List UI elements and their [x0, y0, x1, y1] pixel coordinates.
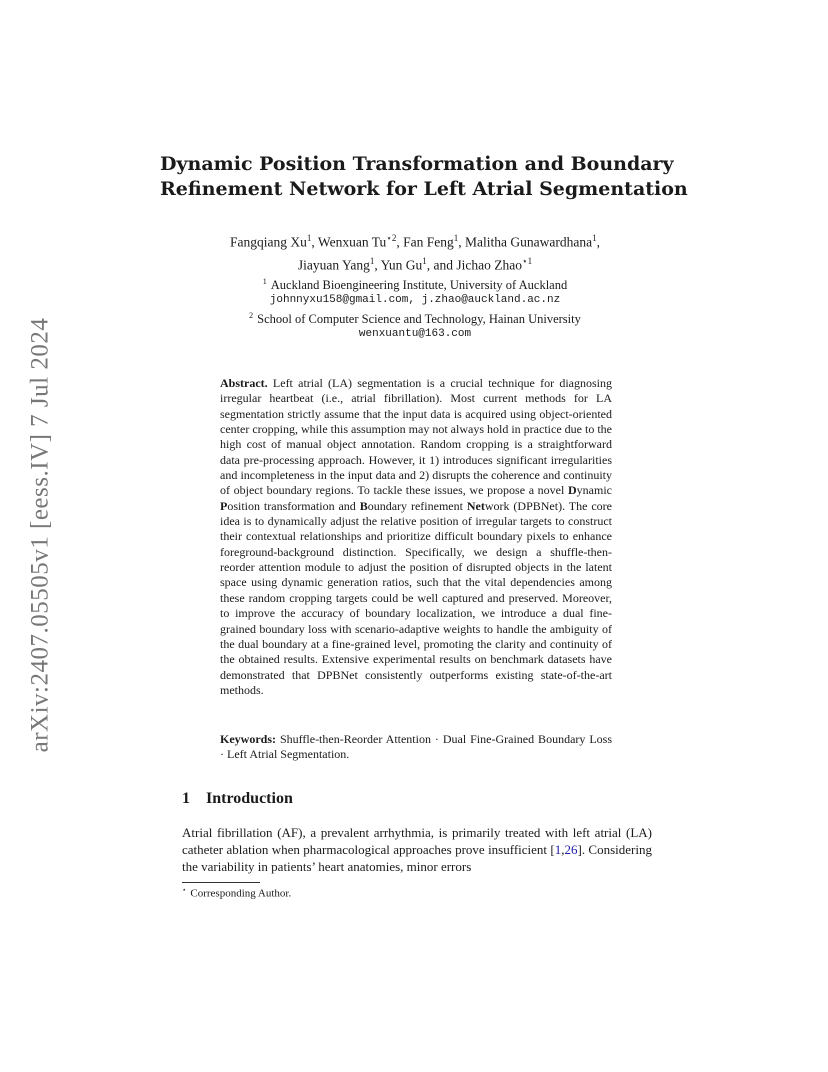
- citation-link[interactable]: 26: [564, 841, 578, 857]
- arxiv-id: arXiv:2407.05505v1 [eess.IV] 7 Jul 2024: [26, 317, 54, 753]
- affiliation-1: [160, 274, 670, 293]
- footnote-rule: [182, 882, 260, 883]
- intro-paragraph: [182, 825, 652, 875]
- acronym-letter: D: [568, 483, 577, 498]
- author-name: Fangqiang Xu: [230, 234, 307, 250]
- section-number: 1: [182, 790, 190, 807]
- author-name: Wenxuan Tu: [317, 234, 387, 250]
- author-sup: 1: [453, 233, 459, 243]
- title-line-1: Dynamic Position Transformation and Boundary: [160, 153, 674, 175]
- abstract: [220, 376, 612, 698]
- footnote: [182, 886, 291, 900]
- author-sup: ⋆1: [521, 255, 533, 266]
- abstract-text: work (DPBNet). The core idea is to dynamically adjust the relative position of irregular targets to construct their contextual relationships and prioritize difficult boundary pixels to enhance foreground-background distinction. Specifically, we design a shuffle-then-reorder attention module to adjust the position of disrupted objects in the latent space using dynamic generation ratios, such that the vital dependencies among these random cropping targets could be well captured and preserved. Moreover, to improve the accuracy of boundary localization, we introduce a dual fine-grained boundary loss with scenario-adaptive weights to handle the ambiguity of the dual boundary at a fine-grained level, promoting the clarity and continuity of the obtained results. Extensive experimental results on benchmark datasets have demonstrated that DPBNet consistently outperforms existing state-of-the-art methods.: [220, 498, 612, 697]
- paper-title: [160, 152, 688, 202]
- affiliations: [160, 274, 670, 342]
- abstract-text: oundary refinement: [367, 498, 467, 513]
- keywords: [220, 732, 612, 762]
- author-sup: 1: [422, 255, 427, 266]
- acronym-letter: P: [220, 498, 228, 513]
- title-line-2: Refinement Network for Left Atrial Segmentation: [160, 178, 688, 200]
- footnote-mark: ⋆: [182, 886, 187, 894]
- affiliation-num: 1: [262, 277, 267, 286]
- affiliation-text: Auckland Bioengineering Institute, University of Auckland: [270, 278, 568, 293]
- author-name: Jiayuan Yang: [297, 257, 370, 272]
- affiliation-1-emails: johnnyxu158@gmail.com, j.zhao@auckland.ac.nz: [269, 294, 561, 307]
- author-name: Fan Feng: [403, 234, 454, 250]
- author-name: and Jichao Zhao: [433, 257, 522, 272]
- author-name: Yun Gu: [380, 257, 423, 272]
- author-sup: 1: [306, 233, 312, 243]
- affiliation-text: School of Computer Science and Technology, Hainan University: [257, 312, 581, 327]
- author-line-2: Jiayuan Yang$^1$, Yun Gu$^1$, and Jichao Zhao$^{⋆1}$: [297, 255, 533, 272]
- affiliation-2-email: wenxuantu@163.com: [358, 328, 472, 341]
- keywords-label: Keywords:: [220, 732, 276, 746]
- abstract-text: osition transformation and: [227, 498, 360, 513]
- author-sup: 1: [592, 233, 597, 243]
- affiliation-2: [160, 308, 670, 327]
- author-sup: 1: [369, 255, 375, 266]
- acronym-letter: Net: [466, 498, 485, 513]
- citation-link[interactable]: 1: [554, 841, 562, 857]
- author-name: Malitha Gunawardhana: [465, 234, 593, 250]
- section-heading: [182, 790, 293, 808]
- intro-text: ]. Considering the variability in patients’ heart anatomies, minor errors: [182, 841, 652, 874]
- abstract-text: Left atrial (LA) segmentation is a crucial technique for diagnosing irregular heartbeat (i.e., atrial fibrillation). Most current methods for LA segmentation strictly assume that the input data is acquired using object-oriented center cropping, while this assumption may not always hold in practice due to the high cost of manual object annotation. Random cropping is a straightforward data pre-processing approach. However, it 1) introduces significant irregularities and incompleteness in the input data and 2) disrupts the coherence and continuity of object boundary regions. To tackle these issues, we propose a novel: [220, 376, 612, 498]
- citation-sep: ,: [561, 841, 565, 857]
- intro-text: Atrial fibrillation (AF), a prevalent arrhythmia, is primarily treated with left atrial (LA) catheter ablation when pharmacological approaches prove insufficient [: [182, 825, 652, 857]
- author-list: [160, 229, 670, 274]
- acronym-letter: B: [359, 498, 368, 513]
- footnote-text: Corresponding Author.: [190, 887, 292, 900]
- author-sup: ⋆2: [386, 233, 397, 243]
- abstract-label: Abstract.: [220, 376, 268, 390]
- author-line-1: Fangqiang Xu$^1$, Wenxuan $Tu^{⋆2}$, Fan Feng$^1$, Malitha Gunawardhana$^1$,: [230, 233, 600, 250]
- keywords-text: Shuffle-then-Reorder Attention · Dual Fine-Grained Boundary Loss · Left Atrial Segmentation.: [220, 732, 613, 761]
- affiliation-num: 2: [249, 311, 254, 321]
- section-title: Introduction: [206, 790, 293, 807]
- arxiv-watermark: [20, 300, 60, 770]
- abstract-text: ynamic: [576, 483, 612, 498]
